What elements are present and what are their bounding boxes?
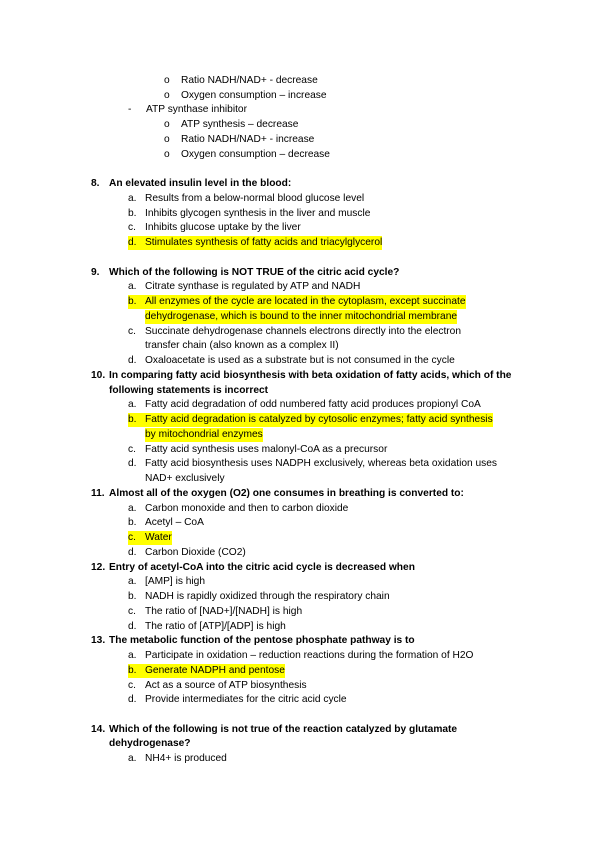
option-text: Inhibits glucose uptake by the liver — [145, 222, 301, 233]
answer-highlight: Fatty acid degradation is catalyzed by cytosolic enzymes; fatty acid synthesis — [145, 414, 493, 425]
option-letter-highlighted: b. — [128, 664, 145, 678]
question-number: 11. — [91, 488, 105, 499]
option-letter: d. — [128, 694, 137, 705]
question-number: 12. — [91, 562, 106, 573]
question-text: Almost all of the oxygen (O2) one consumes in breathing is converted to: — [109, 488, 464, 499]
option-text: Succinate dehydrogenase channels electrons directly into the electron — [145, 326, 462, 337]
option-text: Carbon Dioxide (CO2) — [145, 547, 246, 558]
answer-highlight: dehydrogenase, which is bound to the inner mitochondrial membrane — [145, 311, 458, 322]
question-text: The metabolic function of the pentose phosphate pathway is to — [109, 635, 415, 646]
question-number: 13. — [91, 635, 106, 646]
option-letter-highlighted: d. — [128, 236, 145, 250]
question-text: following statements is incorrect — [109, 385, 269, 396]
option-text: The ratio of [ATP]/[ADP] is high — [145, 621, 286, 632]
option-text: Oxaloacetate is used as a substrate but is not consumed in the cycle — [145, 355, 455, 366]
answer-highlight: Water — [145, 532, 172, 543]
option-letter-highlighted: b. — [128, 295, 145, 309]
option-text: Act as a source of ATP biosynthesis — [145, 680, 307, 691]
option-text: The ratio of [NAD+]/[NADH] is high — [145, 606, 303, 617]
option-letter: d. — [128, 458, 137, 469]
option-text: Participate in oxidation – reduction reactions during the formation of H2O — [145, 650, 474, 661]
option-letter: a. — [128, 576, 137, 587]
option-letter: a. — [128, 193, 137, 204]
bullet-text: ATP synthesis – decrease — [181, 119, 299, 130]
answer-highlight: Stimulates synthesis of fatty acids and triacylglycerol — [145, 237, 383, 248]
option-text: NADH is rapidly oxidized through the respiratory chain — [145, 591, 390, 602]
option-text: transfer chain (also known as a complex II) — [145, 340, 339, 351]
option-text: Fatty acid synthesis uses malonyl-CoA as a precursor — [145, 444, 388, 455]
option-text: Citrate synthase is regulated by ATP and NADH — [145, 281, 361, 292]
option-text: NH4+ is produced — [145, 753, 227, 764]
question-number: 14. — [91, 724, 106, 735]
option-text: Provide intermediates for the citric acid cycle — [145, 694, 347, 705]
bullet-text: Oxygen consumption – decrease — [181, 149, 330, 160]
option-letter: a. — [128, 281, 137, 292]
question-text: dehydrogenase? — [109, 738, 191, 749]
bullet-marker: o — [164, 75, 170, 86]
question-number: 10. — [91, 370, 106, 381]
bullet-text: Ratio NADH/NAD+ - decrease — [181, 75, 318, 86]
dash-marker: - — [128, 104, 132, 115]
bullet-marker: o — [164, 119, 170, 130]
option-text: Acetyl – CoA — [145, 517, 204, 528]
bullet-text: Ratio NADH/NAD+ - increase — [181, 134, 315, 145]
bullet-marker: o — [164, 149, 170, 160]
bullet-marker: o — [164, 134, 170, 145]
option-letter-highlighted: b. — [128, 413, 145, 427]
option-text: Carbon monoxide and then to carbon dioxide — [145, 503, 349, 514]
question-number: 9. — [91, 267, 100, 278]
question-text: Entry of acetyl-CoA into the citric acid cycle is decreased when — [109, 562, 415, 573]
option-letter: c. — [128, 326, 136, 337]
option-letter-highlighted: c. — [128, 531, 145, 545]
option-text: NAD+ exclusively — [145, 473, 225, 484]
question-text: Which of the following is not true of the reaction catalyzed by glutamate — [109, 724, 458, 735]
option-text: Fatty acid biosynthesis uses NADPH exclusively, whereas beta oxidation uses — [145, 458, 498, 469]
option-text: Fatty acid degradation of odd numbered fatty acid produces propionyl CoA — [145, 399, 481, 410]
bullet-text: Oxygen consumption – increase — [181, 90, 327, 101]
option-letter: b. — [128, 517, 137, 528]
option-letter: b. — [128, 591, 137, 602]
option-letter: c. — [128, 680, 136, 691]
question-number: 8. — [91, 178, 100, 189]
option-letter: d. — [128, 621, 137, 632]
option-letter: c. — [128, 606, 136, 617]
option-letter: c. — [128, 222, 136, 233]
question-text: An elevated insulin level in the blood: — [109, 178, 292, 189]
option-letter: b. — [128, 208, 137, 219]
option-letter: a. — [128, 503, 137, 514]
option-letter: d. — [128, 547, 137, 558]
option-text: [AMP] is high — [145, 576, 206, 587]
question-text: In comparing fatty acid biosynthesis with beta oxidation of fatty acids, which of the — [109, 370, 512, 381]
inhibitor-heading: ATP synthase inhibitor — [146, 104, 247, 115]
answer-highlight: All enzymes of the cycle are located in the cytoplasm, except succinate — [145, 296, 466, 307]
option-text: Results from a below-normal blood glucose level — [145, 193, 365, 204]
question-text: Which of the following is NOT TRUE of the citric acid cycle? — [109, 267, 400, 278]
answer-highlight: Generate NADPH and pentose — [145, 665, 285, 676]
option-letter: a. — [128, 650, 137, 661]
bullet-marker: o — [164, 90, 170, 101]
option-letter: a. — [128, 753, 137, 764]
option-letter: c. — [128, 444, 136, 455]
answer-highlight: by mitochondrial enzymes — [145, 429, 263, 440]
option-letter: d. — [128, 355, 137, 366]
option-letter: a. — [128, 399, 137, 410]
option-text: Inhibits glycogen synthesis in the liver and muscle — [145, 208, 371, 219]
